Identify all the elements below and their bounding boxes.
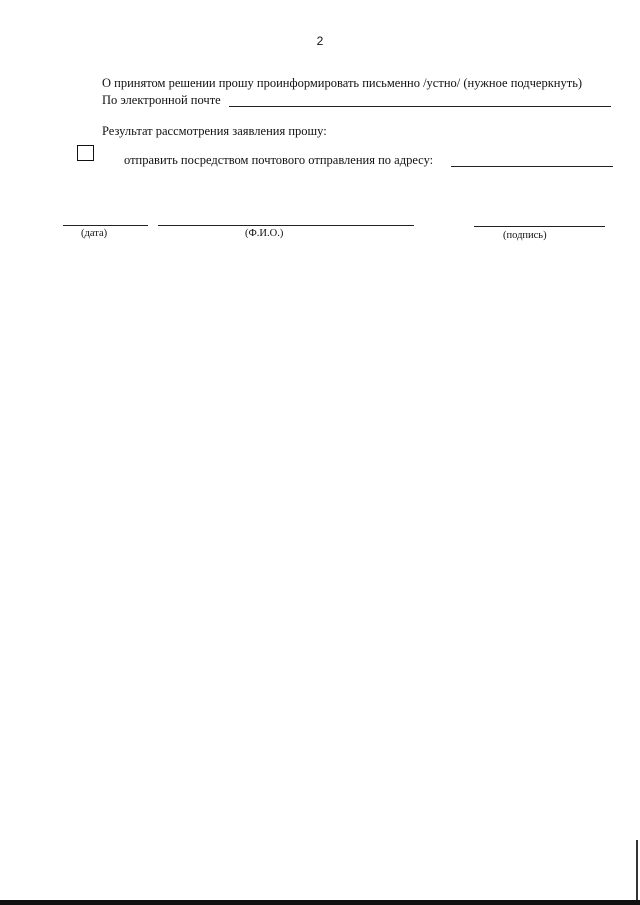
sign-signature-line[interactable] [474,226,605,227]
scan-edge-bottom [0,900,640,905]
decision-notice-text: О принятом решении прошу проинформировать письменно /устно/ (нужное подчеркнуть) [102,76,583,90]
page-number: 2 [316,34,324,48]
name-caption: (Ф.И.О.) [245,228,284,239]
scan-edge-right [636,840,638,900]
sign-caption: (подпись) [503,230,547,241]
date-caption: (дата) [81,228,108,239]
mail-option-label: отправить посредством почтового отправления по адресу: [124,153,434,167]
date-signature-line[interactable] [63,225,148,226]
address-input-line[interactable] [451,166,613,167]
email-label: По электронной почте [102,93,221,107]
email-input-line[interactable] [229,106,611,107]
mail-option-checkbox[interactable] [77,145,94,161]
result-prompt-text: Результат рассмотрения заявления прошу: [102,124,327,138]
name-signature-line[interactable] [158,225,414,226]
